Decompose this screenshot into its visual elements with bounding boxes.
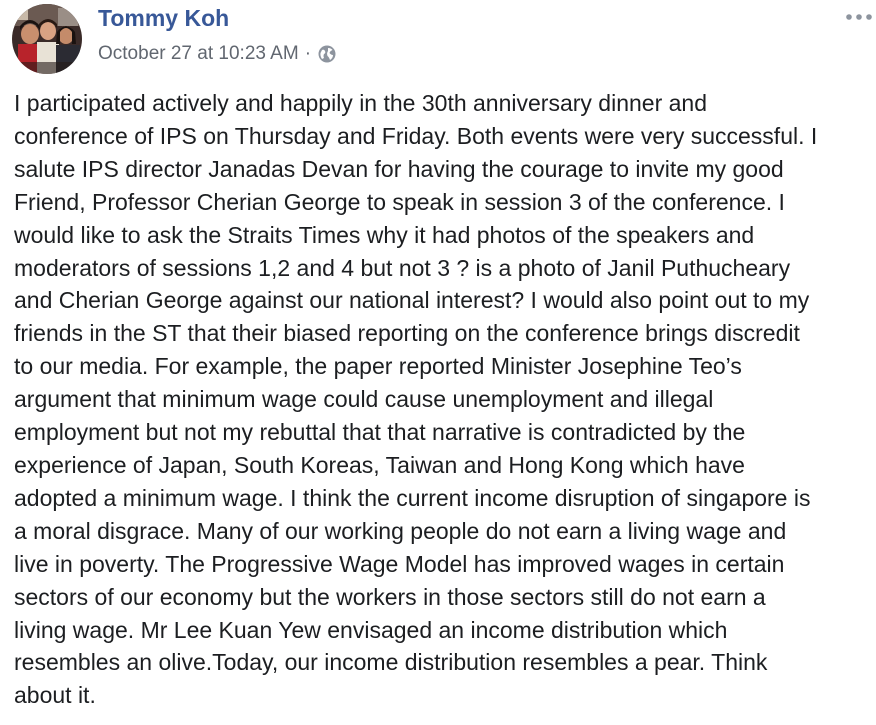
more-options-button[interactable] bbox=[842, 8, 876, 26]
meta-separator: · bbox=[304, 43, 312, 64]
author-name[interactable]: Tommy Koh bbox=[98, 5, 230, 31]
post-text-line: sectors of our economy but the workers in those sectors still do not earn a bbox=[14, 583, 766, 610]
post-meta bbox=[98, 42, 337, 66]
post-text-line: resembles an olive.Today, our income distribution resembles a pear. Think bbox=[14, 649, 768, 676]
post-text-line: Friend, Professor Cherian George to speak in session 3 of the conference. I bbox=[14, 188, 785, 215]
author-avatar[interactable] bbox=[12, 4, 82, 74]
post-text-line: I participated actively and happily in the 30th anniversary dinner and bbox=[14, 90, 707, 116]
more-options-icon bbox=[844, 13, 874, 21]
post-text-line: would like to ask the Straits Times why it had photos of the speakers and bbox=[14, 221, 755, 248]
avatar-photo bbox=[12, 4, 82, 74]
post-text-line: live in poverty. The Progressive Wage Model has improved wages in certain bbox=[14, 550, 785, 577]
post-text-line: living wage. Mr Lee Kuan Yew envisaged an income distribution which bbox=[14, 616, 728, 643]
post-timestamp[interactable]: October 27 at 10:23 AM bbox=[98, 43, 299, 64]
post-text-line: argument that minimum wage could cause unemployment and illegal bbox=[14, 386, 714, 413]
post-text-line: to our media. For example, the paper reported Minister Josephine Teo’s bbox=[14, 353, 742, 380]
post-text-line: employment but not my rebuttal that that narrative is contradicted by the bbox=[14, 419, 746, 446]
post-text-line: experience of Japan, South Koreas, Taiwan and Hong Kong which have bbox=[14, 451, 745, 478]
post-body bbox=[14, 87, 870, 712]
post-text-line: friends in the ST that their biased reporting on the conference brings discredit bbox=[14, 320, 800, 347]
post-text-line: conference of IPS on Thursday and Friday. Both events were very successful. I bbox=[14, 122, 818, 149]
post-text-line: about it. bbox=[14, 682, 96, 709]
post-text-line: and Cherian George against our national interest? I would also point out to my bbox=[14, 287, 810, 314]
post-text-line: a moral disgrace. Many of our working people do not earn a living wage and bbox=[14, 517, 787, 544]
post-text-line: salute IPS director Janadas Devan for having the courage to invite my good bbox=[14, 155, 784, 182]
post-text-line: moderators of sessions 1,2 and 4 but not 3 ? is a photo of Janil Puthucheary bbox=[14, 254, 791, 281]
post-text-line: adopted a minimum wage. I think the current income disruption of singapore is bbox=[14, 484, 811, 511]
globe-icon[interactable] bbox=[317, 44, 337, 64]
